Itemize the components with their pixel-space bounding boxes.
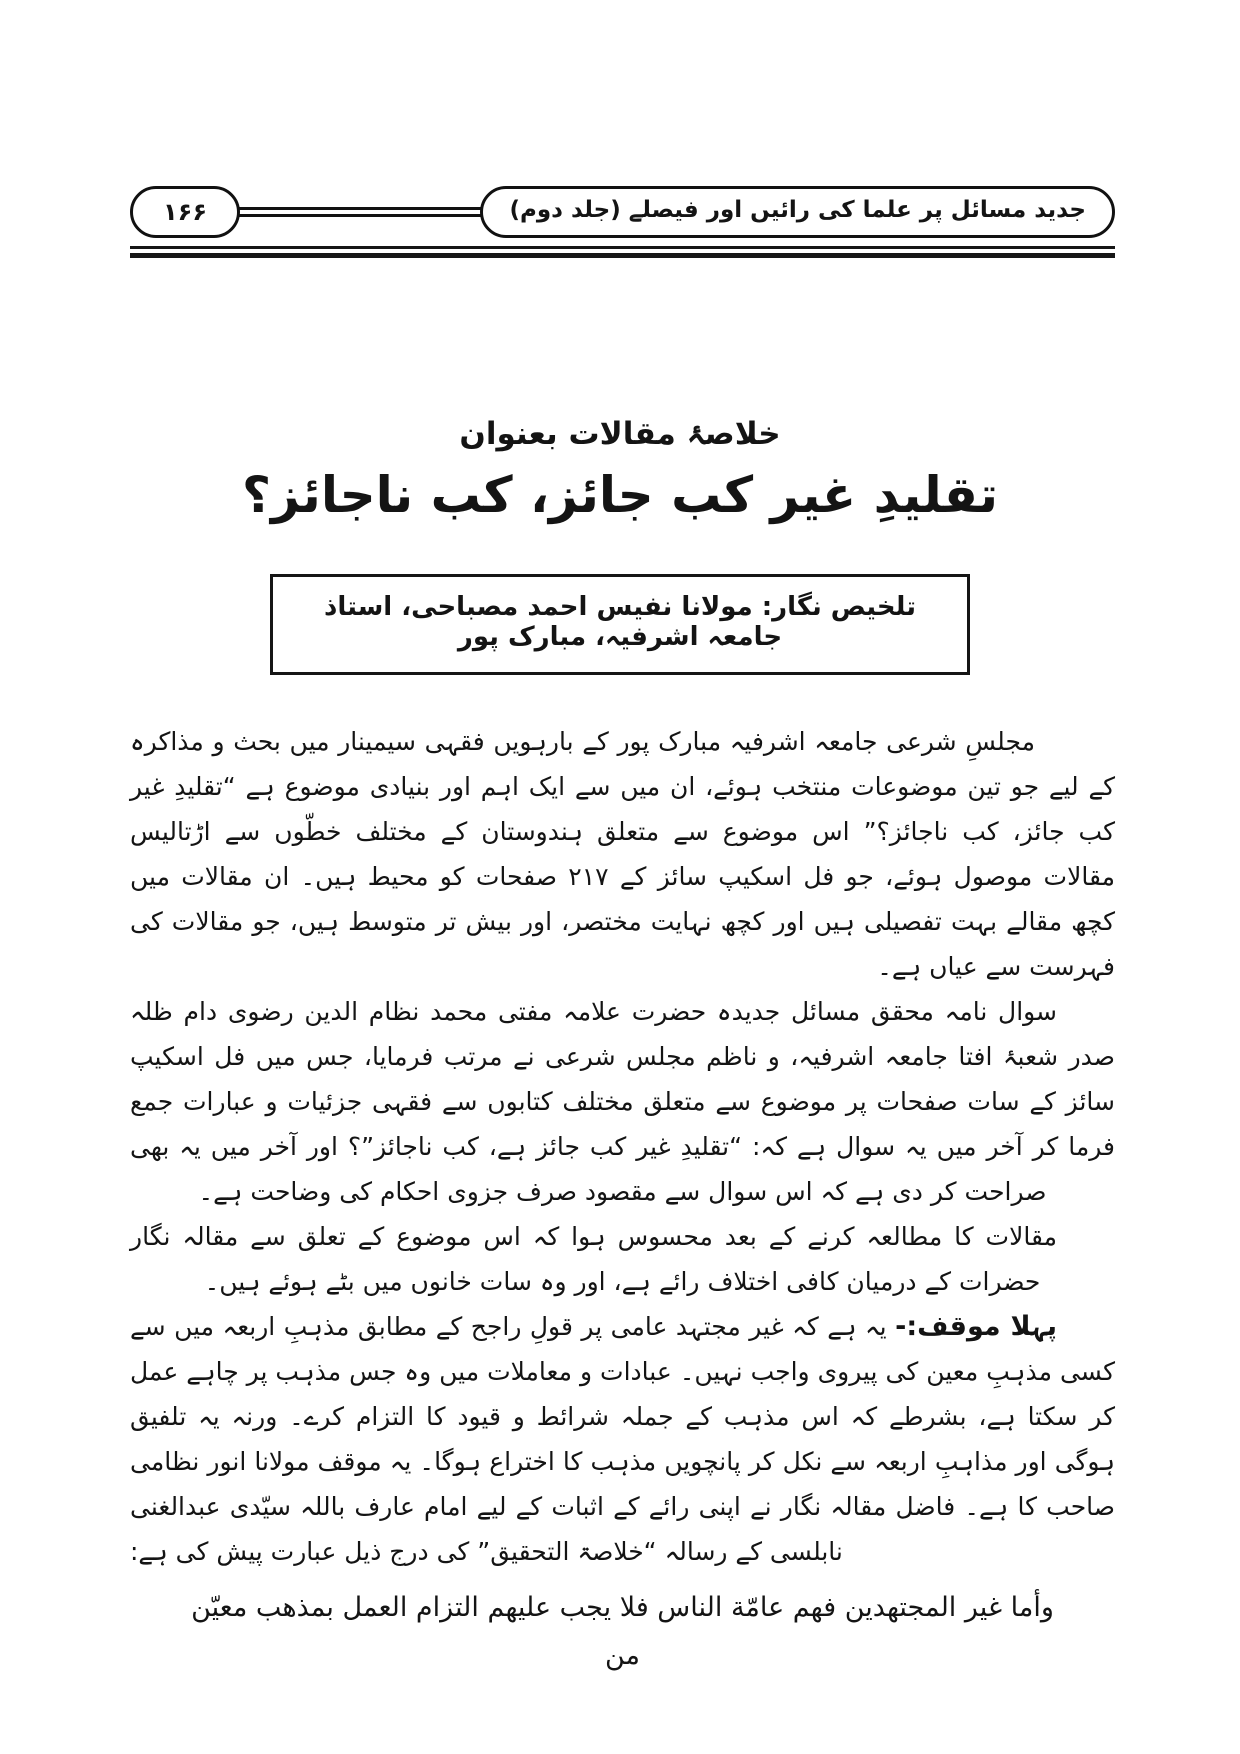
paragraph-1: مجلسِ شرعی جامعہ اشرفیہ مبارک پور کے بارہویں فقہی سیمینار میں بحث و مذاکرہ کے لیے جو تین موضوعات منتخب ہوئے، ان میں سے ایک اہم اور بنیادی موضوع ہے “تقلیدِ غیر کب جائز، کب ناجائز؟” اس موضوع سے متعلق ہندوستان کے مختلف خطّوں سے اڑتالیس مقالات موصول ہوئے، جو فل اسکیپ سائز کے ۲۱۷ صفحات کو محیط ہیں۔ ان مقالات میں کچھ مقالے بہت تفصیلی ہیں اور کچھ نہایت مختصر، اور بیش تر متوسط ہیں، جو مقالات کی فہرست سے عیاں ہے۔ bbox=[130, 727, 1115, 981]
section-kicker: خلاصۂ مقالات بعنوان bbox=[459, 416, 781, 452]
paragraph-2: سوال نامہ محقق مسائل جدیدہ حضرت علامہ مفتی محمد نظام الدین رضوی دام ظلہ صدر شعبۂ افتا جامعہ اشرفیہ، و ناظم مجلس شرعی نے مرتب فرمایا، جس میں فل اسکیپ سائز کے سات صفحات پر موضوع سے متعلق مختلف کتابوں سے فقہی جزئیات و عبارات جمع فرما کر آخر میں یہ سوال ہے کہ: “تقلیدِ غیر کب جائز ہے، کب ناجائز”؟ اور آخر میں یہ بھی صراحت کر دی ہے کہ اس سوال سے مقصود صرف جزوی احکام کی وضاحت ہے۔ bbox=[130, 997, 1115, 1206]
page-header bbox=[130, 186, 1115, 238]
arabic-quote: وأما غير المجتهدين فهم عامّة الناس فلا يجب عليهم التزام العمل بمذهب معيّن من bbox=[191, 1592, 1054, 1671]
paragraph-4-text: یہ ہے کہ غیر مجتہد عامی پر قولِ راجح کے مطابق مذہبِ اربعہ میں سے کسی مذہبِ معین کی پیروی واجب نہیں۔ عبادات و معاملات میں وہ جس مذہب پر چاہے عمل کر سکتا ہے، بشرطے کہ اس مذہب کے جملہ شرائط و قیود کا التزام کرے۔ ورنہ یہ تلفیق ہوگی اور مذاہبِ اربعہ سے نکل کر پانچویں مذہب کا اختراع ہوگا۔ یہ موقف مولانا انور نظامی صاحب کا ہے۔ فاضل مقالہ نگار نے اپنی رائے کے اثبات کے لیے امام عارف باللہ سیّدی عبدالغنی نابلسی کے رسالہ “خلاصۃ التحقیق” کی درج ذیل عبارت پیش کی ہے: bbox=[130, 1312, 1115, 1566]
article-body bbox=[130, 719, 1115, 1680]
header-connector-rule bbox=[234, 207, 486, 217]
paragraph-3: مقالات کا مطالعہ کرنے کے بعد محسوس ہوا کہ اس موضوع کے تعلق سے مقالہ نگار حضرات کے درمیان کافی اختلاف رائے ہے، اور وہ سات خانوں میں بٹے ہوئے ہیں۔ bbox=[130, 1222, 1057, 1296]
page-number: ۱۶۶ bbox=[163, 198, 207, 226]
paragraph-4 bbox=[130, 1304, 1115, 1574]
page-number-pill bbox=[130, 186, 240, 238]
book-title-pill bbox=[480, 186, 1115, 238]
header-double-rule bbox=[130, 246, 1115, 258]
byline-box bbox=[270, 574, 970, 675]
book-title: جدید مسائل پر علما کی رائیں اور فیصلے (جلد دوم) bbox=[509, 197, 1086, 223]
paragraph-4-lead-in: پہلا موقف:- bbox=[895, 1311, 1057, 1342]
page-content bbox=[0, 416, 1240, 1680]
byline-text: تلخیص نگار: مولانا نفیس احمد مصباحی، استاذ جامعہ اشرفیہ، مبارک پور bbox=[324, 592, 916, 652]
article-title: تقلیدِ غیر کب جائز، کب ناجائز؟ bbox=[241, 466, 999, 524]
